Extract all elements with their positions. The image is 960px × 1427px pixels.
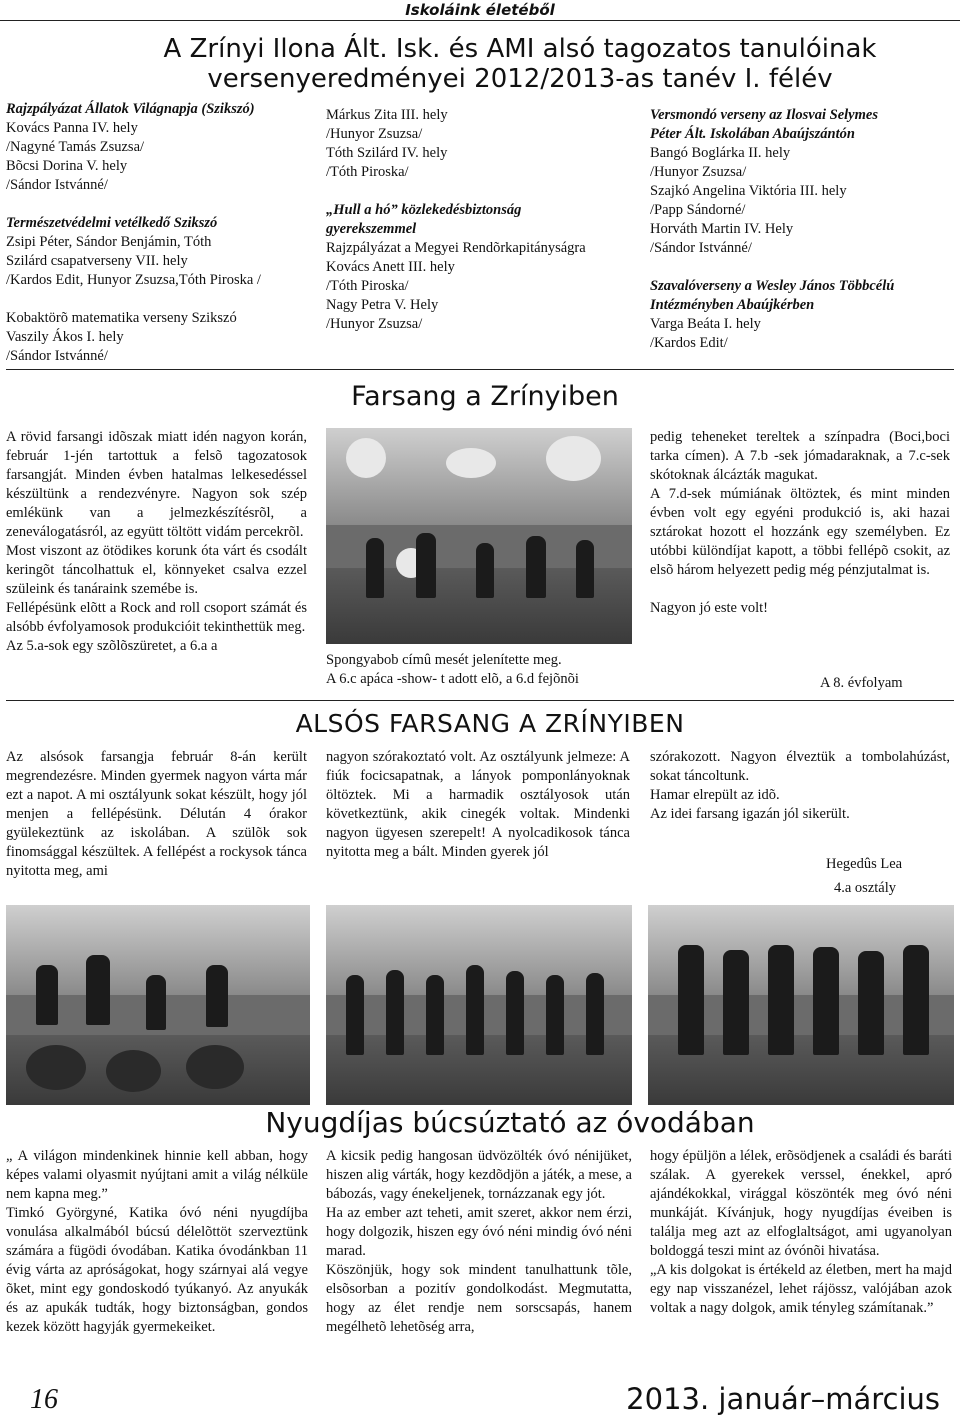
results-col2-line: Tóth Szilárd IV. hely [326, 145, 448, 161]
farsang-caption [326, 651, 636, 689]
page-number: 16 [30, 1384, 58, 1415]
also-title: ALSÓS FARSANG A ZRÍNYIBEN [295, 709, 685, 738]
results-col1-line: Kobaktörõ matematika verseny Szikszó [6, 310, 237, 326]
results-col3-line: Varga Beáta I. hely [650, 316, 761, 332]
nyugdij-p6: „A kis dolgokat is értékeld az életben, mert ha majd egy nap visszanézel, lehet rájössz, valójában azok voltak a nagy dolgok, amik tényleg számítanak.” [650, 1262, 952, 1316]
section-label: Iskoláink életéből [405, 1, 555, 19]
results-col2-line: „Hull a hó” közlekedésbiztonság [326, 202, 522, 218]
farsang-p2: Most viszont az ötödikes korunk óta várt és csodált keringõt táncolhattuk el, könnyeket csalva ezzel szüleink és tanáraink szemébe is. [6, 543, 307, 597]
nyugdij-p3: Ha az ember azt teheti, amit szeret, akkor nem érzi, hogy dolgozik, hiszen egy óvó néni mindig óvó néni marad. [326, 1205, 632, 1259]
nyugdij-p2: A kicsik pedig hangosan üdvözölték óvó nénijüket, hiszen alig várták, hogy kezdõdjön a játék, a mese, a bábozás, vagy énekeljenek, tornázzanak egy jót. [326, 1148, 632, 1202]
results-title-line1: A Zrínyi Ilona Ált. Isk. és AMI alsó tagozatos tanulóinak [163, 34, 877, 64]
results-col3-line: /Sándor Istvánné/ [650, 240, 752, 256]
results-col3-line: Szavalóverseny a Wesley János Többcélú [650, 278, 895, 294]
nyugdij-p1: Timkó Györgyné, Katika óvó néni nyugdíjba vonulása alkalmából búcsú délelõttöt szerveztünk számára a fügödi óvodában. Katika óvodánkban 11 évig várta az apróságokat, hogy szárnyai alá vegye õket, mint egy gondoskodó tyúkanyó. Az anyukák és az apukák tudták, hogy biztonságban, gondos kezek között hagyják gyermekeiket. [6, 1205, 308, 1335]
section-header [0, 0, 960, 20]
results-col2-line: Kovács Anett III. hely [326, 259, 455, 275]
farsang-p5: pedig teheneket tereltek a színpadra (Boci,boci tarka címen). A 7.b -sek jómadaraknak, a 7.c-sek skótoknak álcázták magukat. [650, 429, 950, 483]
nyugdij-quote: „ A világon mindenkinek hinnie kell abban, hogy képes valami olyasmit nyújtani amit a világ nélküle nem kapna meg.” [6, 1148, 308, 1202]
header-rule [0, 20, 960, 21]
results-col3-line: Bangó Boglárka II. hely [650, 145, 791, 161]
farsang-caption1: Spongyabob címû mesét jelenítette meg. [326, 652, 562, 668]
results-col3-line: /Hunyor Zsuzsa/ [650, 164, 747, 180]
farsang-col3 [650, 428, 950, 618]
farsang-p7: Nagyon jó este volt! [650, 600, 768, 616]
farsang-p4: Az 5.a-sok egy szõlõszüretet, a 6.a a [6, 638, 218, 654]
results-col1 [6, 100, 311, 366]
results-col1-line: Kovács Panna IV. hely [6, 120, 138, 136]
also-col1: Az alsósok farsangja február 8-án került megrendezésre. Minden gyermek nagyon várta már ezt a napot. A mi osztályunk sokat készült, hogy jól menjen a fellépésünk. Délután 4 órakor gyülekeztünk az iskolában. A szülõk sok finomsággal készültek. A fellépést a rockysok tánca nyitotta meg, ami [6, 749, 307, 879]
results-col3-line: /Papp Sándorné/ [650, 202, 746, 218]
also-signature-class: 4.a osztály [834, 880, 897, 896]
results-col1-line: /Sándor Istvánné/ [6, 348, 108, 364]
also-p3: Az idei farsang igazán jól sikerült. [650, 806, 850, 822]
also-photo-2 [326, 905, 632, 1105]
results-col1-line [6, 195, 311, 214]
results-rule [6, 369, 954, 370]
farsang-p6: A 7.d-sek múmiának öltöztek, és mint minden évben volt egy egyéni produkció is, aki hazai sztárokat hozott el hozzánk egy személyben. Ez utóbbi különdíjat kapott, a többi fellépõ csokit, az elsõ három helyezett pedig még pénzjutalmat is. [650, 486, 950, 578]
nyugdij-p5: hogy épüljön a lélek, erõsödjenek a családi és baráti szálak. A gyerekek verssel, énekkel, apró ajándékokkal, virággal köszönték meg óvó néni munkáját. Kívánjuk, hogy nyugdíjas éveiben is találja meg azt az elfoglaltságot, ami ugyanolyan boldoggá teszi mint az óvónõi hivatása. [650, 1148, 952, 1259]
nyugdij-col2 [326, 1147, 632, 1337]
results-col1-line: /Kardos Edit, Hunyor Zsuzsa,Tóth Piroska / [6, 272, 261, 288]
results-col2-line: Nagy Petra V. Hely [326, 297, 439, 313]
nyugdij-col3 [650, 1147, 952, 1318]
farsang-caption2: A 6.c apáca -show- t adott elõ, a 6.d fejõnõi [326, 671, 579, 687]
nyugdij-col1 [6, 1147, 308, 1337]
issue-label: 2013. január–március [626, 1382, 940, 1416]
results-col1-line: Szilárd csapatverseny VII. hely [6, 253, 188, 269]
results-col1-line: Természetvédelmi vetélkedő Szikszó [6, 215, 218, 231]
results-col2-line: Rajzpályázat a Megyei Rendõrkapitányságra [326, 240, 586, 256]
results-col2-line: /Hunyor Zsuzsa/ [326, 316, 423, 332]
results-col2-line: gyerekszemmel [326, 221, 417, 237]
results-col1-line: Rajzpályázat Állatok Világnapja (Szikszó) [6, 101, 255, 117]
results-col1-line [6, 290, 311, 309]
results-col2-line: Márkus Zita III. hely [326, 107, 448, 123]
results-col3-line [650, 258, 955, 277]
also-p2: Hamar elrepült az idõ. [650, 787, 780, 803]
nyugdij-p4: Köszönjük, hogy sok mindent tanulhattunk tõle, elsõsorban a pozitív gondolkodást. Megmutatta, hogy az élet rendje nem sorscsapás, hanem megélhetõ lehetõség arra, [326, 1262, 632, 1335]
results-col3-line: Intézményben Abaújkérben [650, 297, 815, 313]
results-col3-line: Szajkó Angelina Viktória III. hely [650, 183, 847, 199]
also-photo-3 [648, 905, 954, 1105]
results-col2-line [326, 182, 636, 201]
results-col2-line: /Tóth Piroska/ [326, 278, 409, 294]
results-col1-line: Bõcsi Dorina V. hely [6, 158, 128, 174]
results-col1-line: /Nagyné Tamás Zsuzsa/ [6, 139, 145, 155]
also-signature-name: Hegedûs Lea [826, 856, 903, 872]
results-col2-line: /Hunyor Zsuzsa/ [326, 126, 423, 142]
farsang-p1: A rövid farsangi idõszak miatt idén nagyon korán, február 1-jén tartottuk a felsõ tagozatosok farsangját. Minden évben hatalmas lelkesedéssel készültünk a rendezvényre. Nagyon sok szép emlékünk van a jelmezkészítésrõl, a zeneválogatásról, az együtt töltött vidám percekrõl. [6, 429, 307, 540]
farsang-photo [326, 428, 632, 644]
results-title [0, 34, 960, 94]
farsang-rule [6, 700, 954, 701]
results-col1-line: Zsipi Péter, Sándor Benjámin, Tóth [6, 234, 212, 250]
farsang-title: Farsang a Zrínyiben [351, 381, 619, 412]
results-col3-line: /Kardos Edit/ [650, 335, 728, 351]
also-photo-1 [6, 905, 310, 1105]
results-col1-line: Vaszily Ákos I. hely [6, 329, 124, 345]
results-title-line2: versenyeredményei 2012/2013-as tanév I. félév [207, 64, 833, 94]
results-col2 [326, 106, 636, 334]
also-p1: szórakozott. Nagyon élveztük a tombolahúzást, sokat táncoltunk. [650, 749, 950, 784]
farsang-p3: Fellépésünk elõtt a Rock and roll csoport számát és alsóbb évfolyamosok produkcióit tekinthettük meg. [6, 600, 307, 635]
farsang-signature: A 8. évfolyam [820, 675, 903, 691]
results-col3-line: Versmondó verseny az Ilosvai Selymes [650, 107, 878, 123]
farsang-col1 [6, 428, 307, 656]
also-col2: nagyon szórakoztató volt. Az osztályunk jelmeze: A fiúk focicsapatnak, a lányok pomponlányoknak öltöztek. Mi a harmadik osztályosok után következtünk, akik cinegék voltak. Mindenki nagyon ügyesen szerepelt! A nyolcadikosok tánca nyitotta meg a bált. Minden gyerek jól [326, 749, 630, 860]
results-col1-line: /Sándor Istvánné/ [6, 177, 108, 193]
results-col3-line: Péter Ált. Iskolában Abaújszántón [650, 126, 855, 142]
also-col3 [650, 748, 950, 824]
results-col3-line: Horváth Martin IV. Hely [650, 221, 794, 237]
results-col3 [650, 106, 955, 353]
nyugdij-title: Nyugdíjas búcsúztató az óvodában [265, 1106, 755, 1139]
results-col2-line: /Tóth Piroska/ [326, 164, 409, 180]
